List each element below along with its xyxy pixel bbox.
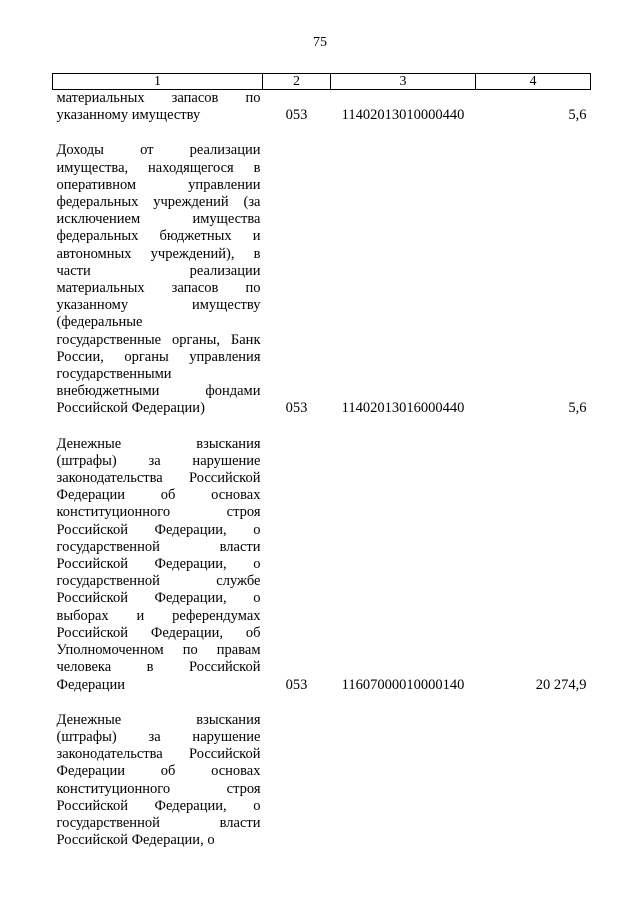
row-spacer-cell — [53, 418, 591, 436]
row-classification-code — [331, 712, 476, 850]
row-classification-code: 11402013010000440 — [341, 107, 465, 124]
column-header-1: 1 — [53, 74, 263, 90]
description-line: Российской Федерации, об — [56, 624, 261, 641]
table-body — [53, 90, 591, 850]
row-description — [53, 712, 263, 850]
row-classification-code: 11607000010000140 — [341, 676, 465, 693]
row-description — [53, 90, 263, 125]
row-description — [53, 436, 263, 694]
description-line: Российской Федерации) — [56, 400, 205, 417]
description-line: государственной власти — [56, 814, 261, 831]
row-amount — [476, 712, 591, 850]
row-spacer-cell — [53, 694, 591, 712]
description-line: Денежные взыскания — [56, 711, 261, 728]
column-header-4: 4 — [476, 74, 591, 90]
page-number: 75 — [313, 35, 327, 50]
description-line: человека в Российской — [56, 659, 261, 676]
table-row — [53, 142, 591, 417]
row-amount: 5,6 — [568, 107, 587, 124]
table-row — [53, 712, 591, 850]
description-line: Российской Федерации, о — [56, 590, 261, 607]
description-line: конституционного строя — [56, 504, 261, 521]
description-line: (штрафы) за нарушение — [56, 452, 261, 469]
table-row — [53, 90, 591, 125]
row-admin-code: 053 — [285, 400, 308, 417]
description-line: федеральных учреждений (за — [56, 194, 261, 211]
description-line: конституционного строя — [56, 780, 261, 797]
description-line: Федерации об основах — [56, 763, 261, 780]
row-description — [53, 142, 263, 417]
description-line: указанному имуществу — [56, 107, 201, 124]
description-line: законодательства Российской — [56, 470, 261, 487]
description-line: Российской Федерации, о — [56, 797, 261, 814]
description-line: внебюджетными фондами — [56, 383, 261, 400]
description-line: части реализации — [56, 262, 261, 279]
description-line: государственные органы, Банк — [56, 331, 261, 348]
row-amount: 20 274,9 — [535, 676, 587, 693]
row-spacer — [53, 124, 591, 142]
description-line: Российской Федерации, о — [56, 556, 261, 573]
description-line: федеральных бюджетных и — [56, 228, 261, 245]
description-line: имущества, находящегося в — [56, 159, 261, 176]
description-line: государственными — [56, 366, 172, 383]
description-line: оперативном управлении — [56, 176, 261, 193]
description-line: Доходы от реализации — [56, 142, 261, 159]
description-line: государственной службе — [56, 573, 261, 590]
description-line: Федерации — [56, 676, 125, 693]
description-line: исключением имущества — [56, 211, 261, 228]
description-line: Федерации об основах — [56, 487, 261, 504]
description-line: России, органы управления — [56, 348, 261, 365]
row-admin-code: 053 — [285, 676, 308, 693]
description-line: Российской Федерации, о — [56, 521, 261, 538]
column-header-2: 2 — [263, 74, 331, 90]
table-row — [53, 436, 591, 694]
description-line: указанному имуществу — [56, 297, 261, 314]
description-line: Российской Федерации, о — [56, 832, 215, 849]
description-line: законодательства Российской — [56, 746, 261, 763]
description-line: выборах и референдумах — [56, 607, 261, 624]
row-classification-code: 11402013016000440 — [341, 400, 465, 417]
row-admin-code: 053 — [285, 107, 308, 124]
description-line: автономных учреждений), в — [56, 245, 261, 262]
column-header-3: 3 — [331, 74, 476, 90]
description-line: Уполномоченном по правам — [56, 642, 261, 659]
table-header-row — [53, 74, 591, 90]
description-line: (федеральные — [56, 314, 143, 331]
description-line: Денежные взыскания — [56, 435, 261, 452]
row-spacer — [53, 418, 591, 436]
row-amount: 5,6 — [568, 400, 587, 417]
description-line: материальных запасов по — [56, 280, 261, 297]
description-line: материальных запасов по — [56, 90, 261, 106]
description-line: (штрафы) за нарушение — [56, 728, 261, 745]
budget-table — [52, 73, 591, 849]
row-admin-code — [263, 712, 331, 850]
description-line: государственной власти — [56, 538, 261, 555]
row-spacer-cell — [53, 124, 591, 142]
row-spacer — [53, 694, 591, 712]
